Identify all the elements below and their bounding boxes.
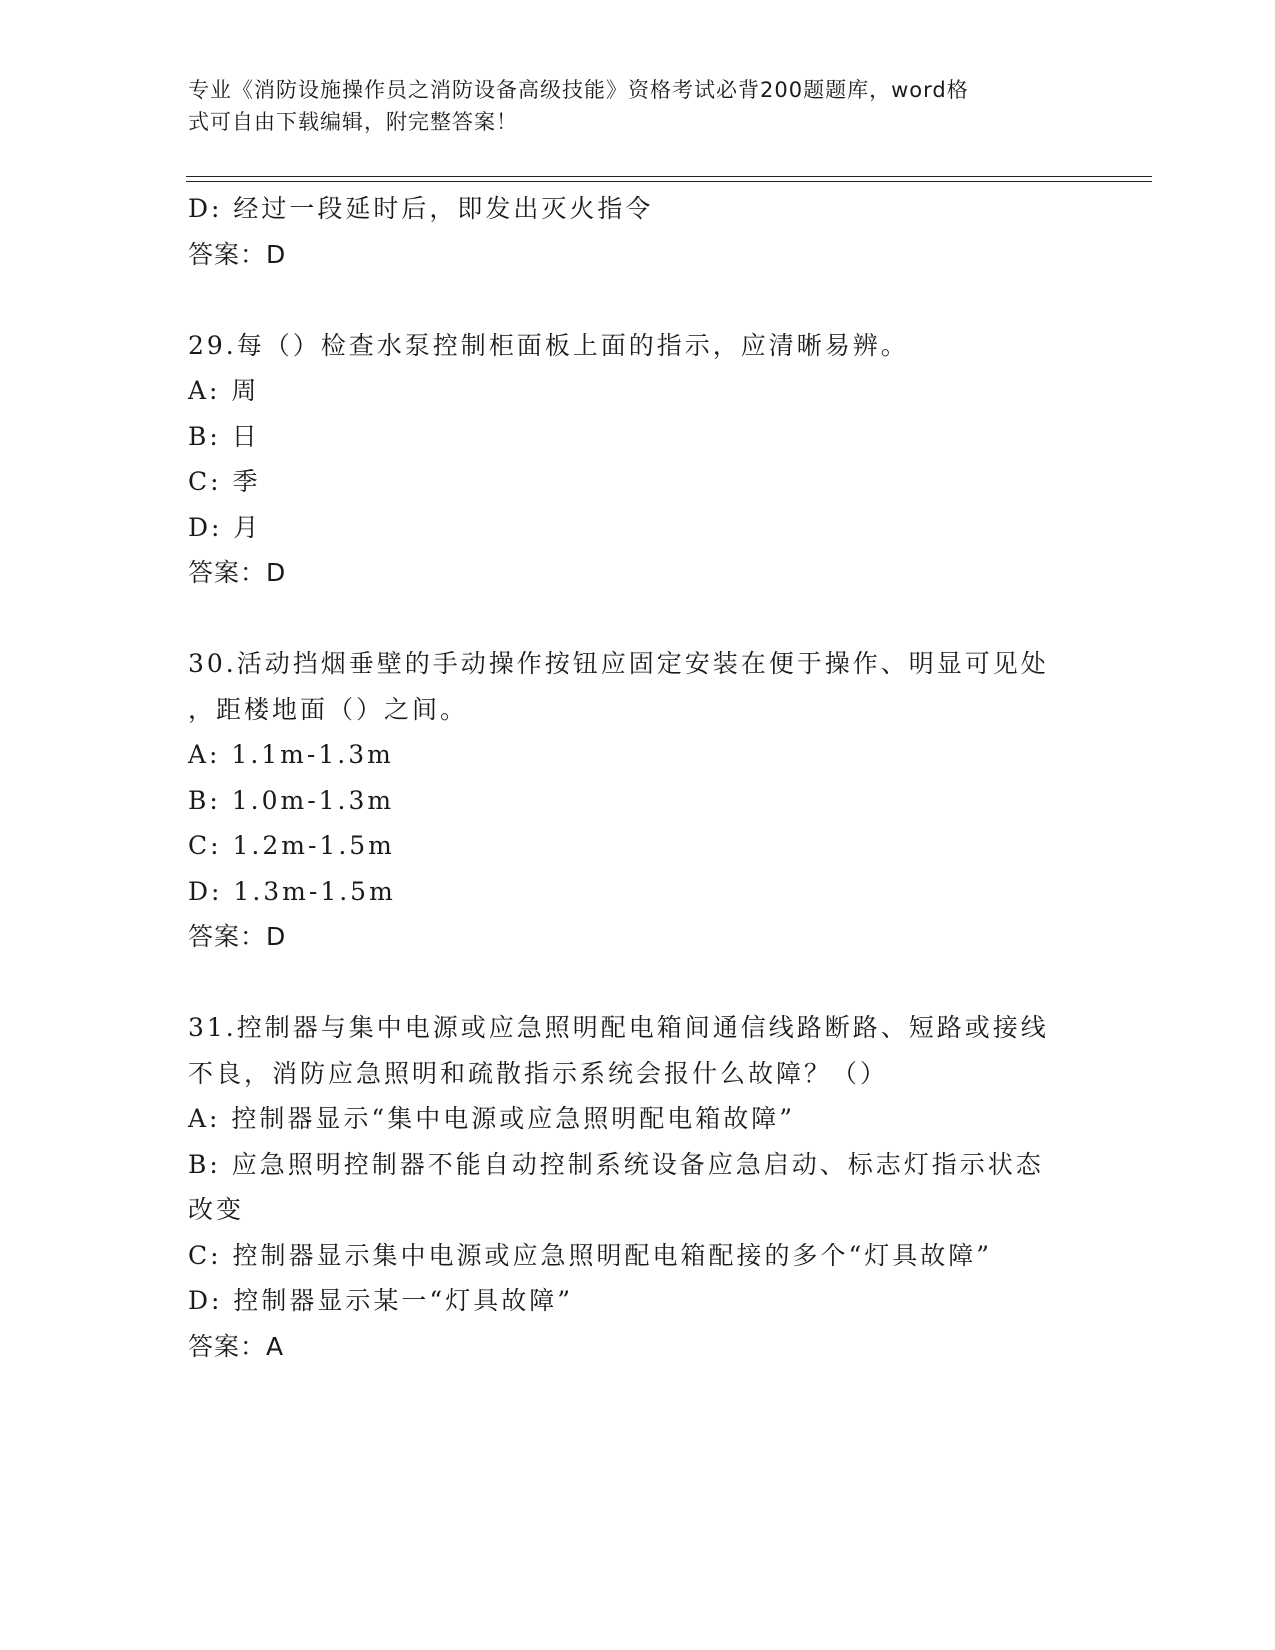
option-c: C: 1.2m-1.5m: [188, 831, 395, 860]
question-stem-line-2: ，距楼地面（）之间。: [188, 694, 469, 724]
spacer: [188, 596, 1088, 642]
header-divider-top: [186, 176, 1152, 177]
option-d: D: 控制器显示某一“灯具故障”: [188, 1286, 573, 1315]
question-stem-line-1: 30.活动挡烟垂壁的手动操作按钮应固定安装在便于操作、明显可见处: [188, 649, 1049, 678]
question-stem: 29.每（）检查水泵控制柜面板上面的指示，应清晰易辨。: [188, 330, 909, 360]
option-b: B: 日: [188, 421, 260, 451]
option-d: D: 月: [188, 512, 262, 542]
question-list: [188, 186, 1088, 1369]
question-stem-line-2: 不良，消防应急照明和疏散指示系统会报什么故障？（）: [188, 1058, 889, 1088]
answer-line: 答案：D: [188, 239, 287, 269]
header-divider-bottom: [186, 181, 1152, 182]
answer-line: 答案：D: [188, 558, 287, 587]
option-b-line-1: B: 应急照明控制器不能自动控制系统设备应急启动、标志灯指示状态: [188, 1149, 1044, 1179]
option-c: C: 季: [188, 467, 261, 496]
answer-line: 答案：D: [188, 922, 287, 951]
option-b: B: 1.0m-1.3m: [188, 785, 395, 815]
option-d: D: 经过一段延时后，即发出灭火指令: [188, 194, 654, 223]
question-stem-line-1: 31.控制器与集中电源或应急照明配电箱间通信线路断路、短路或接线: [188, 1013, 1049, 1042]
option-c: C: 控制器显示集中电源或应急照明配电箱配接的多个“灯具故障”: [188, 1240, 993, 1270]
option-a: A: 1.1m-1.3m: [188, 740, 394, 769]
page-header: [188, 74, 1068, 138]
option-b-line-2: 改变: [188, 1195, 245, 1224]
question-30: [188, 641, 1088, 960]
option-a: A: 周: [188, 376, 260, 405]
answer-line: 答案：A: [188, 1331, 285, 1361]
question-29: [188, 323, 1088, 596]
spacer: [188, 960, 1088, 1006]
option-d: D: 1.3m-1.5m: [188, 876, 396, 906]
header-line-1: 专业《消防设施操作员之消防设备高级技能》资格考试必背200题题库，word格: [188, 78, 969, 102]
option-a: A: 控制器显示“集中电源或应急照明配电箱故障”: [188, 1104, 795, 1133]
spacer: [188, 277, 1088, 323]
question-31: [188, 1005, 1088, 1369]
question-28-tail: [188, 186, 1088, 277]
header-line-2: 式可自由下载编辑，附完整答案！: [188, 110, 518, 134]
